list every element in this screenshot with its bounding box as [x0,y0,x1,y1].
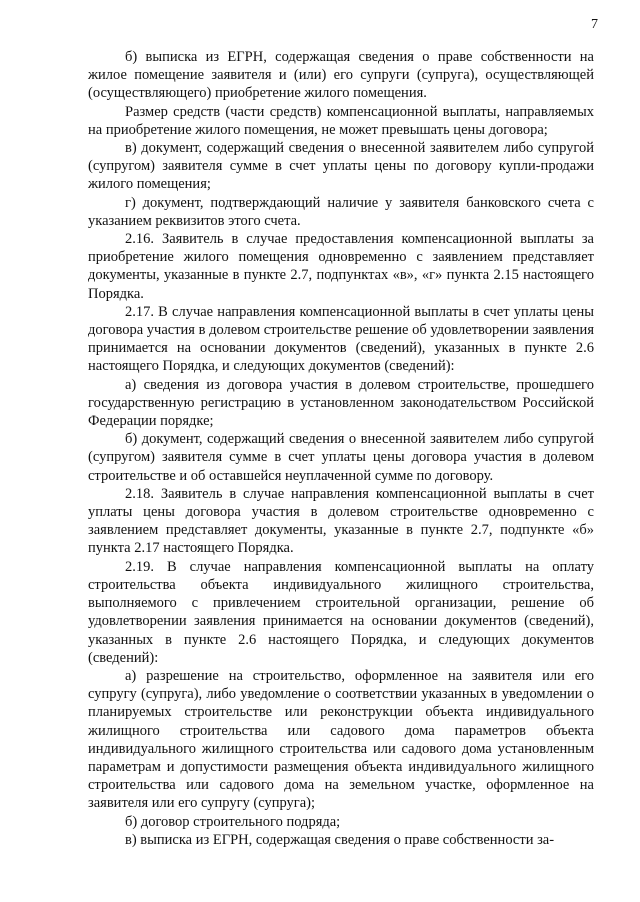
paragraph-2-17-a: а) сведения из договора участия в долевом строительстве, прошедшего государственную регистрацию в установленном законодательством Российской Федерации порядке; [88,376,594,430]
paragraph-2-16: 2.16. Заявитель в случае предоставления компенсационной выплаты за приобретение жилого помещения одновременно с заявлением представляет документы, указанные в пункте 2.7, подпунктах «в», «г» пункта 2.15 настоящего Порядка. [88,231,594,302]
paragraph-compensation-limit: Размер средств (части средств) компенсационной выплаты, направляемых на приобретение жилого помещения, не может превышать цены договора; [88,103,594,138]
paragraph-2-17: 2.17. В случае направления компенсационной выплаты в счет уплаты цены договора участия в долевом строительстве решение об удовлетворении заявления принимается на основании документов (сведений), указанных в пункте 2.6 настоящего Порядка, и следующих документов (сведений): [88,303,594,375]
paragraph-egrn-extract: б) выписка из ЕГРН, содержащая сведения о праве собственности на жилое помещение заявителя и (или) его супруги (супруга), осуществляющей (осуществляющего) приобретение жилого помещения. [88,49,594,102]
document-body [88,48,594,849]
paragraph-payment-document: в) документ, содержащий сведения о внесенной заявителем либо супругой (супругом) заявителя сумме в счет уплаты цены по договору купли-продажи жилого помещения; [88,140,594,193]
paragraph-2-17-b: б) документ, содержащий сведения о внесенной заявителем либо супругой (супругом) заявителя сумме в счет уплаты цены договора участия в долевом строительстве и об оставшейся неуплаченной сумме по договору. [88,431,594,484]
paragraph-2-18: 2.18. Заявитель в случае направления компенсационной выплаты в счет уплаты цены договора участия в долевом строительстве одновременно с заявлением представляет документы, указанные в пункте 2.7, подпункте «б» пункта 2.17 настоящего Порядка. [88,485,594,557]
paragraph-2-19-b: б) договор строительного подряда; [125,813,341,830]
paragraph-2-19: 2.19. В случае направления компенсационной выплаты на оплату строительства объекта индивидуального жилищного строительства, выполняемого с привлечением строительной организации, решение об удовлетворении заявления принимается на основании документов (сведений), указанных в пункте 2.6 настоящего Порядка, и следующих документов (сведений): [88,558,594,666]
paragraph-2-19-a: а) разрешение на строительство, оформленное на заявителя или его супругу (супруга), либо уведомление о соответствии указанных в уведомлении о планируемых строительстве или реконструкции объекта индивидуального жилищного строительства или садового дома параметров объекта индивидуального жилищного строительства или садового дома установленным параметрам и допустимости размещения объекта индивидуального жилищного строительства или садового дома на земельном участке, оформленное на заявителя или его супругу (супруга); [88,667,594,812]
page-number: 7 [591,17,598,32]
paragraph-bank-account: г) документ, подтверждающий наличие у заявителя банковского счета с указанием реквизитов этого счета. [88,194,594,229]
paragraph-2-19-v: в) выписка из ЕГРН, содержащая сведения о праве собственности за- [125,831,555,848]
